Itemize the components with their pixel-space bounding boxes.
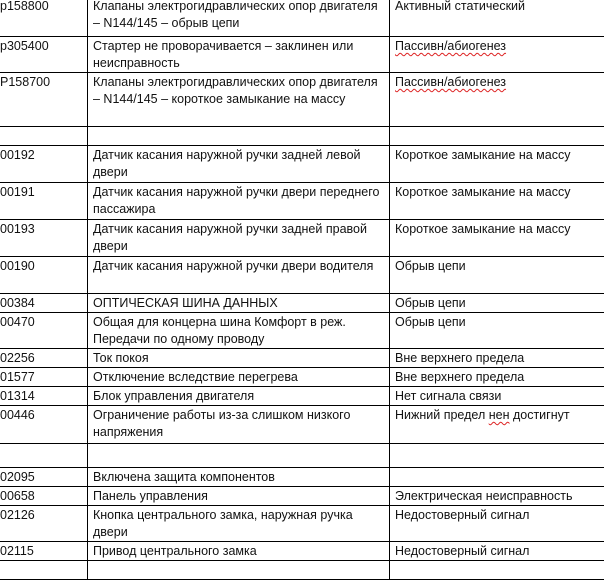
description-cell xyxy=(88,561,390,580)
table-row xyxy=(0,406,604,444)
description-cell: Блок управления двигателя xyxy=(88,387,390,406)
status-cell: Вне верхнего предела xyxy=(390,368,604,387)
status-cell: Электрическая неисправность xyxy=(390,487,604,506)
description-cell: Датчик касания наружной ручки задней правой двери xyxy=(88,220,390,257)
table-row xyxy=(0,146,604,183)
spellcheck-word: нен xyxy=(489,408,510,422)
description-cell: Датчик касания наружной ручки задней левой двери xyxy=(88,146,390,183)
fault-code-cell: 00190 xyxy=(0,257,88,294)
description-cell: Датчик касания наружной ручки двери водителя xyxy=(88,257,390,294)
description-cell: Включена защита компонентов xyxy=(88,468,390,487)
fault-code-cell: 02256 xyxy=(0,349,88,368)
table-row-empty xyxy=(0,561,604,580)
status-cell: Обрыв цепи xyxy=(390,313,604,349)
status-cell: Обрыв цепи xyxy=(390,294,604,313)
status-cell: Недостоверный сигнал xyxy=(390,506,604,542)
fault-code-cell: 01577 xyxy=(0,368,88,387)
description-cell: Клапаны электрогидравлических опор двигателя – N144/145 – обрыв цепи xyxy=(88,0,390,37)
status-cell: Короткое замыкание на массу xyxy=(390,146,604,183)
status-cell: Обрыв цепи xyxy=(390,257,604,294)
fault-code-cell: p158800 xyxy=(0,0,88,37)
description-cell: ОПТИЧЕСКАЯ ШИНА ДАННЫХ xyxy=(88,294,390,313)
table-row xyxy=(0,73,604,127)
status-cell: Нижний предел нен достигнут xyxy=(390,406,604,444)
table-row xyxy=(0,387,604,406)
fault-code-cell: 02095 xyxy=(0,468,88,487)
spellcheck-text: Пассивн/абиогенез xyxy=(395,39,506,53)
table-row xyxy=(0,0,604,37)
description-cell: Отключение вследствие перегрева xyxy=(88,368,390,387)
table-row xyxy=(0,294,604,313)
spellcheck-text: Пассивн/абиогенез xyxy=(395,75,506,89)
fault-code-cell: 00446 xyxy=(0,406,88,444)
fault-code-cell: 00384 xyxy=(0,294,88,313)
table-row-empty xyxy=(0,127,604,146)
table-row xyxy=(0,183,604,220)
status-cell: Недостоверный сигнал xyxy=(390,542,604,561)
status-cell xyxy=(390,37,604,73)
fault-code-cell: 00193 xyxy=(0,220,88,257)
fault-code-cell: 02126 xyxy=(0,506,88,542)
table-row xyxy=(0,313,604,349)
status-cell xyxy=(390,468,604,487)
table-row xyxy=(0,542,604,561)
description-cell xyxy=(88,444,390,468)
fault-code-cell: 00192 xyxy=(0,146,88,183)
table-row xyxy=(0,468,604,487)
fault-code-cell: P158700 xyxy=(0,73,88,127)
description-cell xyxy=(88,127,390,146)
table-row xyxy=(0,349,604,368)
table-row-empty xyxy=(0,444,604,468)
table-row xyxy=(0,368,604,387)
status-cell: Короткое замыкание на массу xyxy=(390,183,604,220)
description-cell: Панель управления xyxy=(88,487,390,506)
table-row xyxy=(0,487,604,506)
description-cell: Клапаны электрогидравлических опор двигателя – N144/145 – короткое замыкание на массу xyxy=(88,73,390,127)
status-cell xyxy=(390,561,604,580)
description-cell: Привод центрального замка xyxy=(88,542,390,561)
fault-code-cell xyxy=(0,444,88,468)
table-row xyxy=(0,37,604,73)
description-cell: Ток покоя xyxy=(88,349,390,368)
fault-code-cell: 00470 xyxy=(0,313,88,349)
table-row xyxy=(0,506,604,542)
status-cell: Активный статический xyxy=(390,0,604,37)
fault-code-cell xyxy=(0,561,88,580)
description-cell: Общая для концерна шина Комфорт в реж. Передачи по одному проводу xyxy=(88,313,390,349)
status-cell: Короткое замыкание на массу xyxy=(390,220,604,257)
status-cell: Нет сигнала связи xyxy=(390,387,604,406)
description-cell: Кнопка центрального замка, наружная ручка двери xyxy=(88,506,390,542)
fault-code-cell: 00191 xyxy=(0,183,88,220)
description-cell: Ограничение работы из-за слишком низкого напряжения xyxy=(88,406,390,444)
description-cell: Стартер не проворачивается – заклинен или неисправность xyxy=(88,37,390,73)
status-cell xyxy=(390,73,604,127)
fault-code-cell: 00658 xyxy=(0,487,88,506)
fault-code-cell xyxy=(0,127,88,146)
status-cell: Вне верхнего предела xyxy=(390,349,604,368)
table-row xyxy=(0,257,604,294)
fault-code-cell: 01314 xyxy=(0,387,88,406)
status-cell xyxy=(390,444,604,468)
fault-code-cell: 02115 xyxy=(0,542,88,561)
table-row xyxy=(0,220,604,257)
description-cell: Датчик касания наружной ручки двери переднего пассажира xyxy=(88,183,390,220)
fault-code-cell: p305400 xyxy=(0,37,88,73)
status-cell xyxy=(390,127,604,146)
